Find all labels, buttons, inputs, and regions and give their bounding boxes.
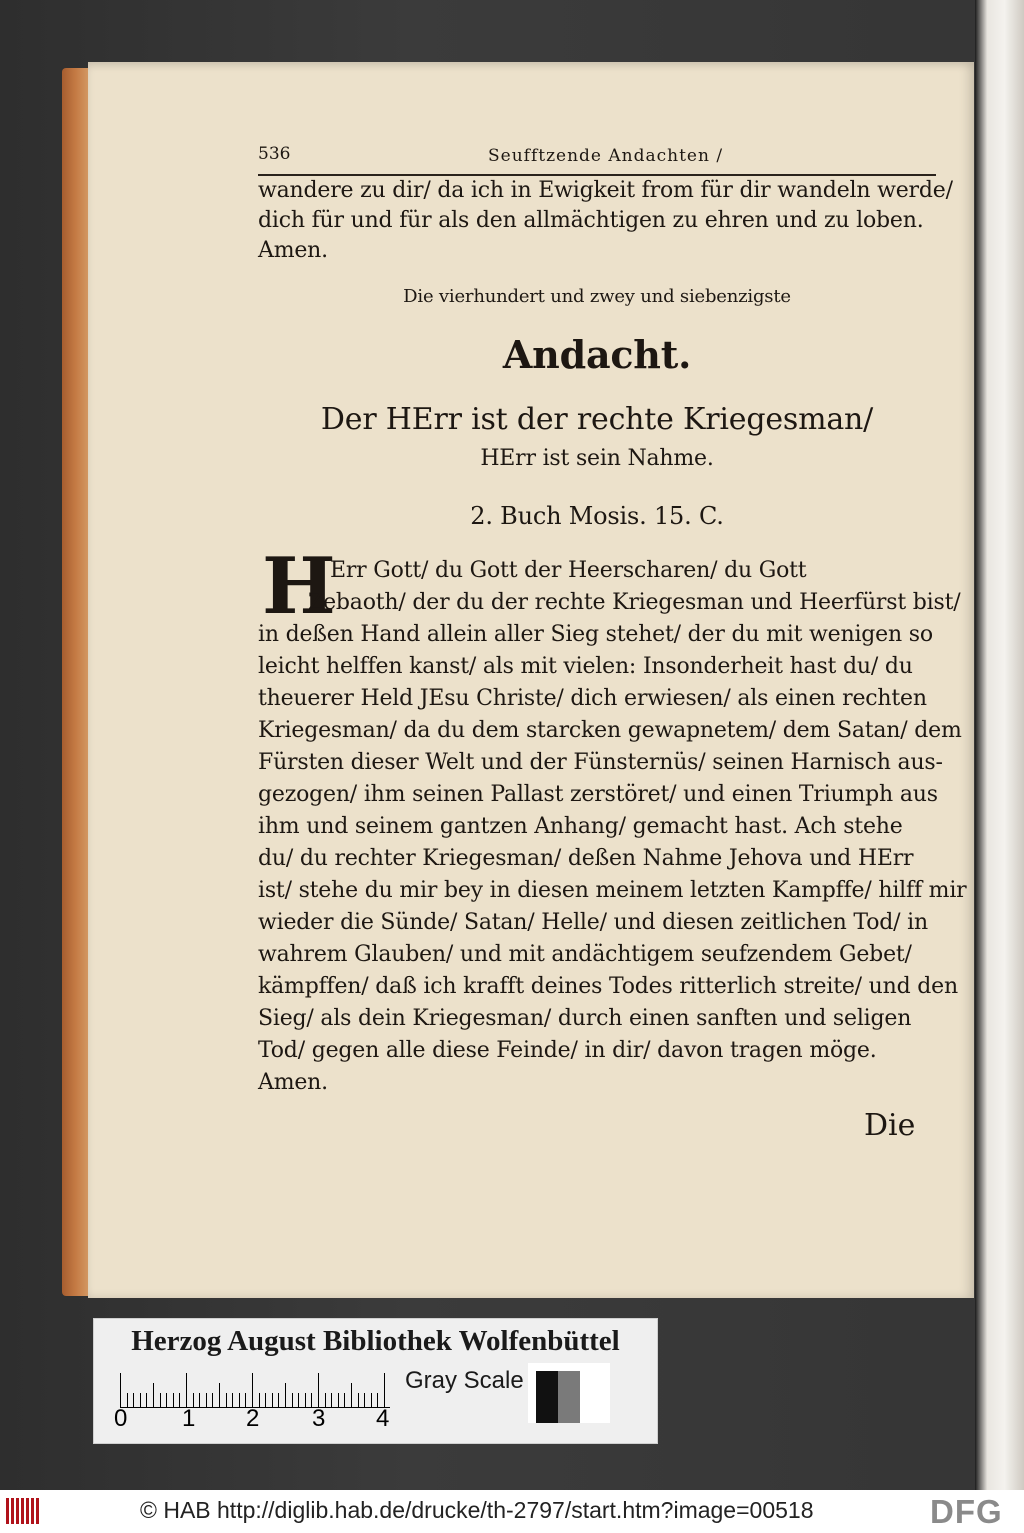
ruler-label: 2 [246,1405,260,1432]
swatch-white [580,1371,602,1423]
running-head [258,140,936,176]
motto-line-1: Der HErr ist der rechte Kriegesman/ [320,402,874,437]
ruler-tick [252,1373,253,1407]
library-name: Herzog August Bibliothek Wolfenbüttel [131,1325,620,1357]
ruler-tick [338,1393,339,1407]
scale-ruler [120,1371,390,1408]
ruler-tick [146,1393,147,1407]
source-link[interactable]: © HAB http://diglib.hab.de/drucke/th-2797/start.htm?image=00518 [140,1497,814,1523]
prayer-line: in deßen Hand allein aller Sieg stehet/ der du mit wenigen so [258,622,933,647]
ruler-label: 3 [312,1405,326,1432]
ruler-tick [199,1393,200,1407]
ruler-label: 1 [182,1405,196,1432]
prayer-line: wahrem Glauben/ und mit andächtigem seufzendem Gebet/ [258,942,912,967]
ruler-tick [239,1393,240,1407]
scripture-reference: 2. Buch Mosis. 15. C. [470,502,724,530]
ruler-tick [344,1393,345,1407]
ruler-tick [358,1393,359,1407]
prayer-line: Sieg/ als dein Kriegesman/ durch einen sanften und seligen [258,1006,912,1031]
ruler-tick [133,1393,134,1407]
section-title: Andacht. [502,332,692,377]
prayer-line: ist/ stehe du mir bey in diesen meinem letzten Kampffe/ hilff mir [258,878,967,903]
running-head-title: Seufftzende Andachten / [488,146,724,166]
ruler-tick [318,1373,319,1407]
ruler-tick [166,1393,167,1407]
ruler-tick [219,1383,220,1407]
ruler-tick [351,1383,352,1407]
ruler-tick [160,1393,161,1407]
prayer-line: ihm und seinem gantzen Anhang/ gemacht hast. Ach stehe [258,814,903,839]
book-page [88,62,974,1298]
logo-stripe [6,1498,9,1524]
ruler-label: 0 [114,1405,128,1432]
ruler-tick [265,1393,266,1407]
color-calibration-card [93,1318,658,1444]
prayer-line: leicht helffen kanst/ als mit vielen: Insonderheit hast du/ du [258,654,913,679]
ruler-tick [120,1373,121,1407]
ruler-tick [364,1393,365,1407]
ruler-tick [226,1393,227,1407]
ruler-tick [173,1393,174,1407]
ruler-tick [292,1393,293,1407]
devotion-subheading: Die vierhundert und zwey und siebenzigste [403,286,791,307]
ruler-tick [371,1393,372,1407]
page-number: 536 [258,144,291,164]
prayer-line: kämpffen/ daß ich krafft deines Todes ritterlich streite/ und den [258,974,958,999]
logo-stripe [21,1498,24,1524]
prayer-line: Zebaoth/ der du der rechte Kriegesman und Heerfürst bist/ [308,590,961,615]
prayer-line: Amen. [258,1070,328,1095]
logo-stripe [16,1498,19,1524]
gray-scale-label: Gray Scale [405,1367,524,1394]
prayer-line: du/ du rechter Kriegesman/ deßen Nahme Jehova und HErr [258,846,914,871]
continuation-line-1: wandere zu dir/ da ich in Ewigkeit from für dir wandeln werde/ [258,178,953,203]
continuation-line-3: Amen. [258,238,328,263]
logo-stripe [11,1498,14,1524]
drop-cap: H [262,541,336,632]
logo-stripe [36,1498,39,1524]
logo-stripe [26,1498,29,1524]
gray-scale-swatches [528,1363,610,1423]
ruler-tick [298,1393,299,1407]
ruler-tick [186,1373,187,1407]
facing-page-edge [975,0,1024,1490]
catchword: Die [864,1108,916,1143]
ruler-tick [153,1383,154,1407]
ruler-label: 4 [376,1405,390,1432]
motto-line-2: HErr ist sein Nahme. [480,446,714,471]
ruler-tick [384,1373,385,1407]
prayer-line: Err Gott/ du Gott der Heerscharen/ du Gott [330,558,807,583]
footer-bar [0,1490,1024,1533]
logo-stripe [31,1498,34,1524]
dfg-logo: DFG [930,1493,1003,1530]
ruler-tick [140,1393,141,1407]
continuation-line-2: dich für und für als den allmächtigen zu ehren und zu loben. [258,208,924,233]
prayer-line: Kriegesman/ da du dem starcken gewapnetem/ dem Satan/ dem [258,718,962,743]
ruler-tick [278,1393,279,1407]
prayer-line: Fürsten dieser Welt und der Fünsternüs/ seinen Harnisch aus- [258,750,943,775]
swatch-gray [558,1371,580,1423]
prayer-line: Tod/ gegen alle diese Feinde/ in dir/ davon tragen möge. [258,1038,877,1063]
prayer-line: wieder die Sünde/ Satan/ Helle/ und diesen zeitlichen Tod/ in [258,910,928,935]
hab-logo-icon [6,1498,38,1524]
ruler-tick [212,1393,213,1407]
ruler-tick [272,1393,273,1407]
ruler-tick [285,1383,286,1407]
ruler-tick [331,1393,332,1407]
ruler-tick [179,1393,180,1407]
ruler-tick [232,1393,233,1407]
ruler-tick [305,1393,306,1407]
prayer-line: theuerer Held JEsu Christe/ dich erwiesen/ als einen rechten [258,686,927,711]
prayer-line: gezogen/ ihm seinen Pallast zerstöret/ und einen Triumph aus [258,782,938,807]
swatch-black [536,1371,558,1423]
ruler-tick [206,1393,207,1407]
